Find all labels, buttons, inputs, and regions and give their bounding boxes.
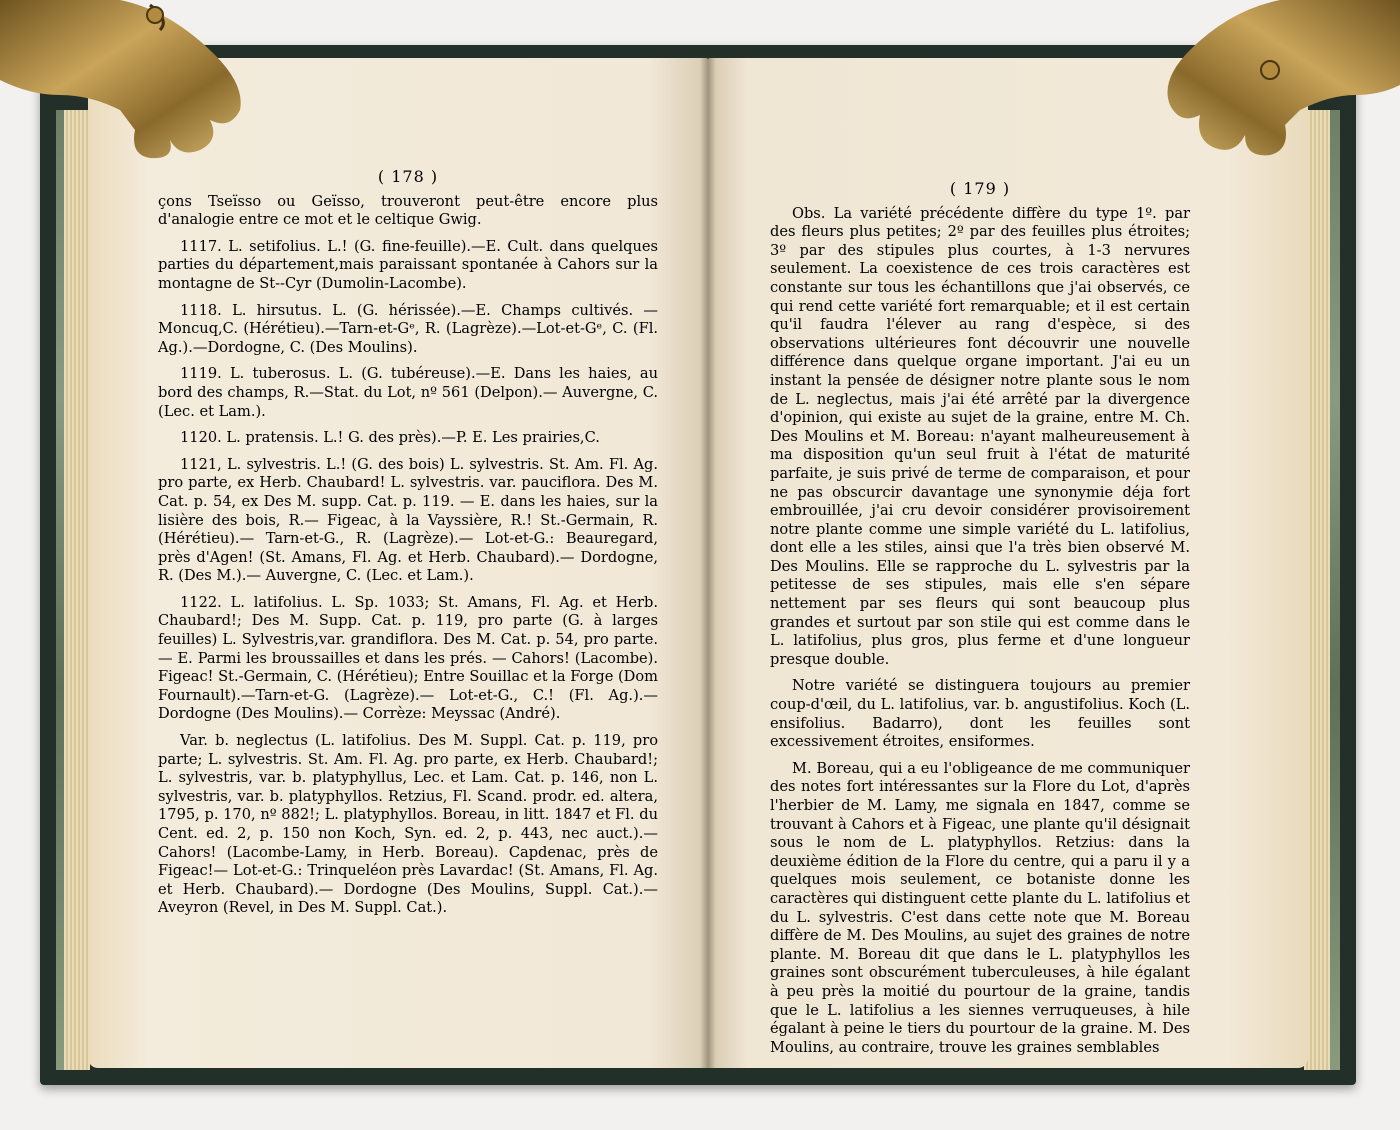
entry-1121: 1121, L. sylvestris. L.! (G. des bois) L. sylvestris. St. Am. Fl. Ag. pro parte, ex Herb. Chaubard! L. sylvestris. var. pauciflora. Des M. Cat. p. 54, ex Des M. supp. Cat. p. 119. — E. dans les haies, sur la lisière des bois, R.— Figeac, à la Vayssière, R.! St.-Germain, R. (Hérétieu).— Tarn-et-G., R. (Lagrèze).— Lot-et-G.: Beauregard, près d'Agen! (St. Amans, Fl. Ag. et Herb. Chaubard).— Dordogne, R. (Des M.).— Auvergne, C. (Lec. et Lam.). <box>158 455 658 585</box>
entry-1117: 1117. L. setifolius. L.! (G. fine-feuille).—E. Cult. dans quelques parties du département,mais paraissant spontanée à Cahors sur la montagne de St--Cyr (Dumolin-Lacombe). <box>158 237 658 292</box>
entry-1122: 1122. L. latifolius. L. Sp. 1033; St. Amans, Fl. Ag. et Herb. Chaubard!; Des M. Supp. Cat. p. 119, pro parte (G. à larges feuilles) L. Sylvestris,var. grandiflora. Des M. Cat. p. 54, pro parte.— E. Parmi les broussailles et dans les prés. — Cahors! (Lacombe). Figeac! St.-Germain, C. (Hérétieu); Entre Souillac et la Forge (Dom Fournault).—Tarn-et-G. (Lagrèze).— Lot-et-G., C.! (Fl. Ag.).— Dordogne (Des Moulins).— Corrèze: Meyssac (André). <box>158 593 658 723</box>
paragraph: çons Tseïsso ou Geïsso, trouveront peut-être encore plus d'analogie entre ce mot et le celtique Gwig. <box>158 192 658 229</box>
paragraph: Notre variété se distinguera toujours au premier coup-d'œil, du L. latifolius, var. b. angustifolius. Koch (L. ensifolius. Badarro), dont les feuilles sont excessivement étroites, ensiformes. <box>770 677 1190 751</box>
observation-paragraph: Obs. La variété précédente diffère du type 1º. par des fleurs plus petites; 2º par des feuilles plus étroites; 3º par des stipules plus courtes, à 1-3 nervures seulement. La coexistence de ces trois caractères est constante sur tous les échantillons que j'ai observés, ce qui rend cette variété fort remarquable; et il est certain qu'il faudra l'élever au rang d'espèce, si des observations ultérieures font découvrir une nouvelle différence dans quelque organe important. J'ai eu un instant la pensée de désigner notre plante sous le nom de L. neglectus, mais j'ai été arrêté par la divergence d'opinion, qui existe au sujet de la graine, entre M. Ch. Des Moulins et M. Boreau: n'ayant malheureusement à ma disposition qu'un seul fruit à l'état de maturité parfaite, je suis privé de terme de comparaison, et pour ne pas obscurcir davantage une synonymie déja fort embrouillée, j'ai cru devoir considérer provisoirement notre plante comme une simple variété du L. latifolius, dont elle a les stiles, ainsi que l'a très bien observé M. Des Moulins. Elle se rapproche du L. sylvestris par la petitesse de ses stipules, mais elle s'en sépare nettement par ses fleurs qui sont beaucoup plus grandes et surtout par son stile qui est comme dans le L. latifolius, plus gros, plus ferme et d'une longueur presque double. <box>770 204 1190 668</box>
brass-hand-left <box>0 0 250 160</box>
variety-neglectus: Var. b. neglectus (L. latifolius. Des M. Suppl. Cat. p. 119, pro parte; L. sylvestris. St. Am. Fl. Ag. pro parte, ex Herb. Chaubard!; L. sylvestris, var. b. platyphyllus, Lec. et Lam. Cat. p. 146, non L. sylvestris, var. b. platyphyllos. Retzius, Fl. Scand. prodr. ed. altera, 1795, p. 170, nº 882!; L. platyphyllos. Boreau, in litt. 1847 et Fl. du Cent. ed. 2, p. 150 non Koch, Syn. ed. 2, p. 443, nec auct.).— Cahors! (Lacombe-Lamy, in Herb. Boreau). Capdenac, près de Figeac!— Lot-et-G.: Trinqueléon près Lavardac! (St. Amans, Fl. Ag. et Herb. Chaubard).— Dordogne (Des Moulins, Suppl. Cat.).—Aveyron (Revel, in Des M. Suppl. Cat.). <box>158 732 658 917</box>
left-page-text <box>158 168 658 926</box>
page-number-178: ( 178 ) <box>377 167 439 186</box>
page-number-179: ( 179 ) <box>949 179 1011 198</box>
paragraph: M. Boreau, qui a eu l'obligeance de me communiquer des notes fort intéressantes sur la Flore du Lot, d'après l'herbier de M. Lamy, me signala en 1847, comme se trouvant à Cahors et à Figeac, une plante qu'il désignait sous le nom de L. platyphyllos. Retzius: dans la deuxième édition de la Flore du centre, qui a paru il y a quelques mois seulement, ce botaniste donne les caractères qui distinguent cette plante du L. latifolius et du L. sylvestris. C'est dans cette note que M. Boreau diffère de M. Des Moulins, au sujet des graines de notre plante. M. Boreau dit que dans le L. platyphyllos les graines sont obscurément tuberculeuses, à hile égalant à peu près la moitié du pourtour de la graine, tandis que le L. latifolius a les siennes verruqueuses, à hile égalant à peine le tiers du pourtour de la graine. M. Des Moulins, au contraire, trouve les graines semblables <box>770 759 1190 1056</box>
entry-1119: 1119. L. tuberosus. L. (G. tubéreuse).—E. Dans les haies, au bord des champs, R.—Stat. du Lot, nº 561 (Delpon).— Auvergne, C. (Lec. et Lam.). <box>158 365 658 420</box>
entry-1118: 1118. L. hirsutus. L. (G. hérissée).—E. Champs cultivés. —Moncuq,C. (Hérétieu).—Tarn-et-Gᵉ, R. (Lagrèze).—Lot-et-Gᵉ, C. (Fl. Ag.).—Dordogne, C. (Des Moulins). <box>158 301 658 356</box>
brass-hand-right <box>1150 0 1400 160</box>
entry-1120: 1120. L. pratensis. L.! G. des près).—P. E. Les prairies,C. <box>180 429 600 447</box>
right-page-text <box>770 180 1190 1065</box>
book-gutter <box>700 58 716 1068</box>
page-edges-left <box>64 110 90 1070</box>
